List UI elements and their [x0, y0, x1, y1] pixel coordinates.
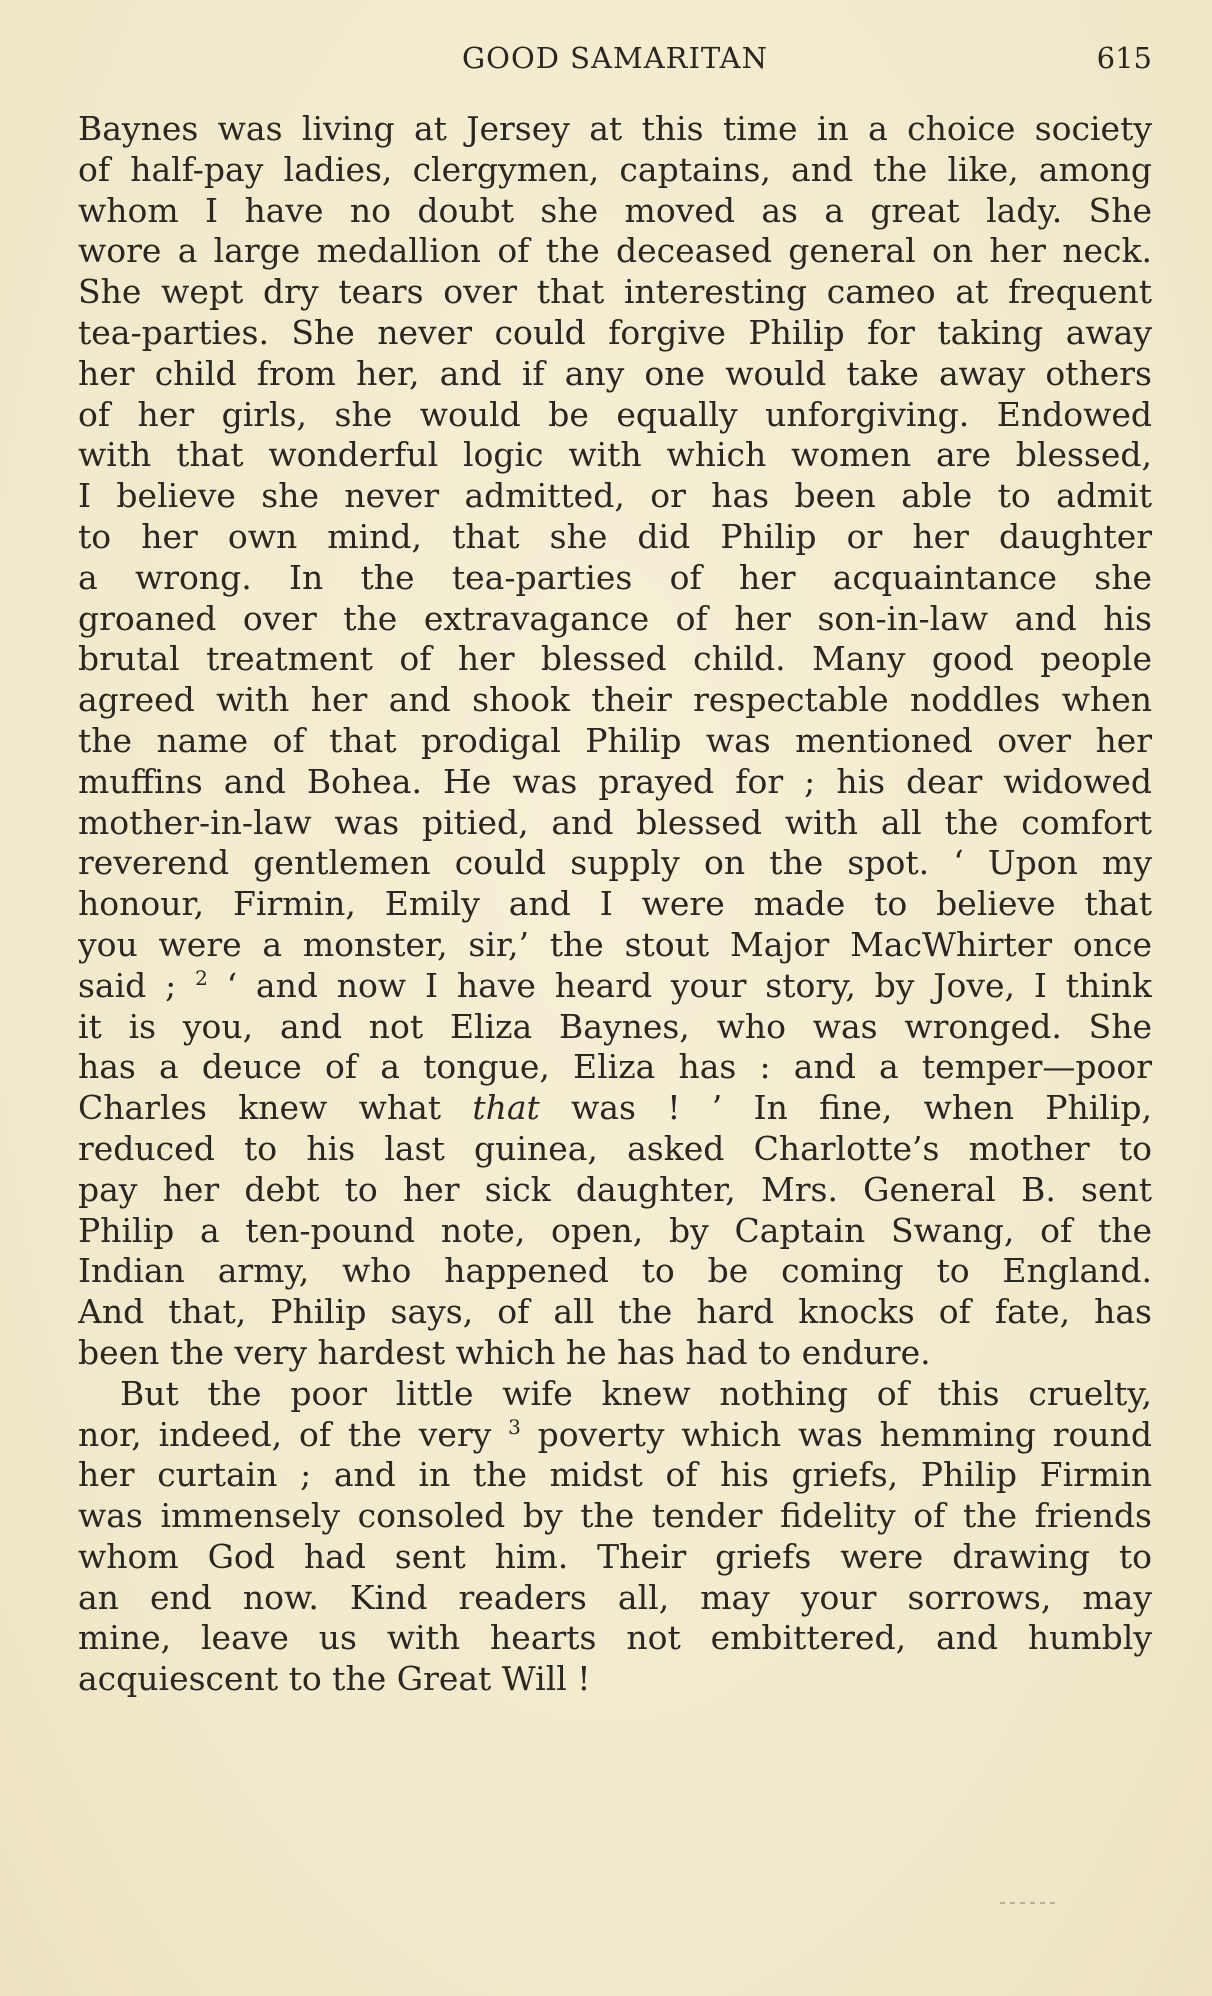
text-line: Indian army, who happened to be coming to England. — [78, 1251, 1152, 1291]
italic-word: that — [472, 1088, 540, 1128]
footnote-marker: 2 — [195, 965, 208, 990]
text-line: mine, leave us with hearts not embittered, and humbly — [78, 1618, 1152, 1658]
text-line-with-footnote — [78, 1415, 1152, 1456]
text-line: whom I have no doubt she moved as a great lady. She — [78, 190, 1152, 230]
text-line: to her own mind, that she did Philip or her daughter — [78, 516, 1152, 556]
text-line: of half-pay ladies, clergymen, captains, and the like, among — [78, 149, 1152, 189]
footnote-marker: 3 — [508, 1414, 521, 1439]
text-line: her curtain ; and in the midst of his griefs, Philip Firmin — [78, 1455, 1152, 1495]
paragraph-2 — [78, 1374, 1152, 1700]
text-line: tea-parties. She never could forgive Philip for taking away — [78, 312, 1152, 352]
text-line: muffins and Bohea. He was prayed for ; his dear widowed — [78, 761, 1152, 801]
body-text — [78, 109, 1152, 1700]
text-line-with-footnote — [78, 966, 1152, 1007]
running-head — [78, 38, 1152, 78]
text-line: with that wonderful logic with which women are blessed, — [78, 435, 1152, 475]
text-line: been the very hardest which he has had to endure. — [78, 1332, 931, 1372]
text-line: agreed with her and shook their respectable noddles when — [78, 680, 1152, 720]
text-line: groaned over the extravagance of her son-in-law and his — [78, 598, 1152, 638]
text-line: She wept dry tears over that interesting cameo at frequent — [78, 272, 1152, 312]
paragraph-1 — [78, 109, 1152, 1374]
text-line: brutal treatment of her blessed child. Many good people — [78, 639, 1152, 679]
text-line: her child from her, and if any one would take away others — [78, 353, 1152, 393]
text-line: mother-in-law was pitied, and blessed with all the comfort — [78, 802, 1152, 842]
text-line: you were a monster, sir,’ the stout Major MacWhirter once — [78, 924, 1152, 964]
text-line: of her girls, she would be equally unforgiving. Endowed — [78, 394, 1152, 434]
text-segment: Charles knew what — [78, 1088, 442, 1128]
text-line: acquiescent to the Great Will ! — [78, 1659, 591, 1699]
text-line: an end now. Kind readers all, may your sorrows, may — [78, 1577, 1152, 1617]
text-line: But the poor little wife knew nothing of this cruelty, — [120, 1373, 1152, 1413]
scan-artifact — [1000, 1902, 1058, 1904]
text-line: whom God had sent him. Their griefs were drawing to — [78, 1536, 1152, 1576]
running-title: GOOD SAMARITAN — [462, 41, 768, 75]
text-line: I believe she never admitted, or has been able to admit — [78, 476, 1152, 516]
text-segment: ‘ and now I have heard your story, by Jove, I think — [207, 965, 1152, 1005]
text-line: And that, Philip says, of all the hard knocks of fate, has — [78, 1292, 1152, 1332]
text-line: honour, Firmin, Emily and I were made to believe that — [78, 884, 1152, 924]
page-number: 615 — [1096, 41, 1152, 75]
text-line: Baynes was living at Jersey at this time in a choice society — [78, 109, 1152, 148]
text-line-with-italic — [78, 1088, 1152, 1129]
text-line: was immensely consoled by the tender fidelity of the friends — [78, 1496, 1152, 1536]
text-segment: poverty which was hemming round — [520, 1414, 1152, 1454]
text-line: it is you, and not Eliza Baynes, who was wronged. She — [78, 1006, 1152, 1046]
text-line: pay her debt to her sick daughter, Mrs. General B. sent — [78, 1169, 1152, 1209]
text-line: Philip a ten-pound note, open, by Captain Swang, of the — [78, 1210, 1152, 1250]
text-line: has a deuce of a tongue, Eliza has : and a temper—poor — [78, 1047, 1152, 1087]
text-line: wore a large medallion of the deceased general on her neck. — [78, 231, 1152, 271]
text-segment: said ; — [78, 965, 177, 1005]
text-segment: nor, indeed, of the very — [78, 1414, 492, 1454]
text-line: reduced to his last guinea, asked Charlotte’s mother to — [78, 1128, 1152, 1168]
text-line: reverend gentlemen could supply on the spot. ‘ Upon my — [78, 843, 1152, 883]
text-line: the name of that prodigal Philip was mentioned over her — [78, 720, 1152, 760]
text-segment: was ! ’ In fine, when Philip, — [539, 1088, 1152, 1128]
text-line: a wrong. In the tea-parties of her acquaintance she — [78, 557, 1152, 597]
